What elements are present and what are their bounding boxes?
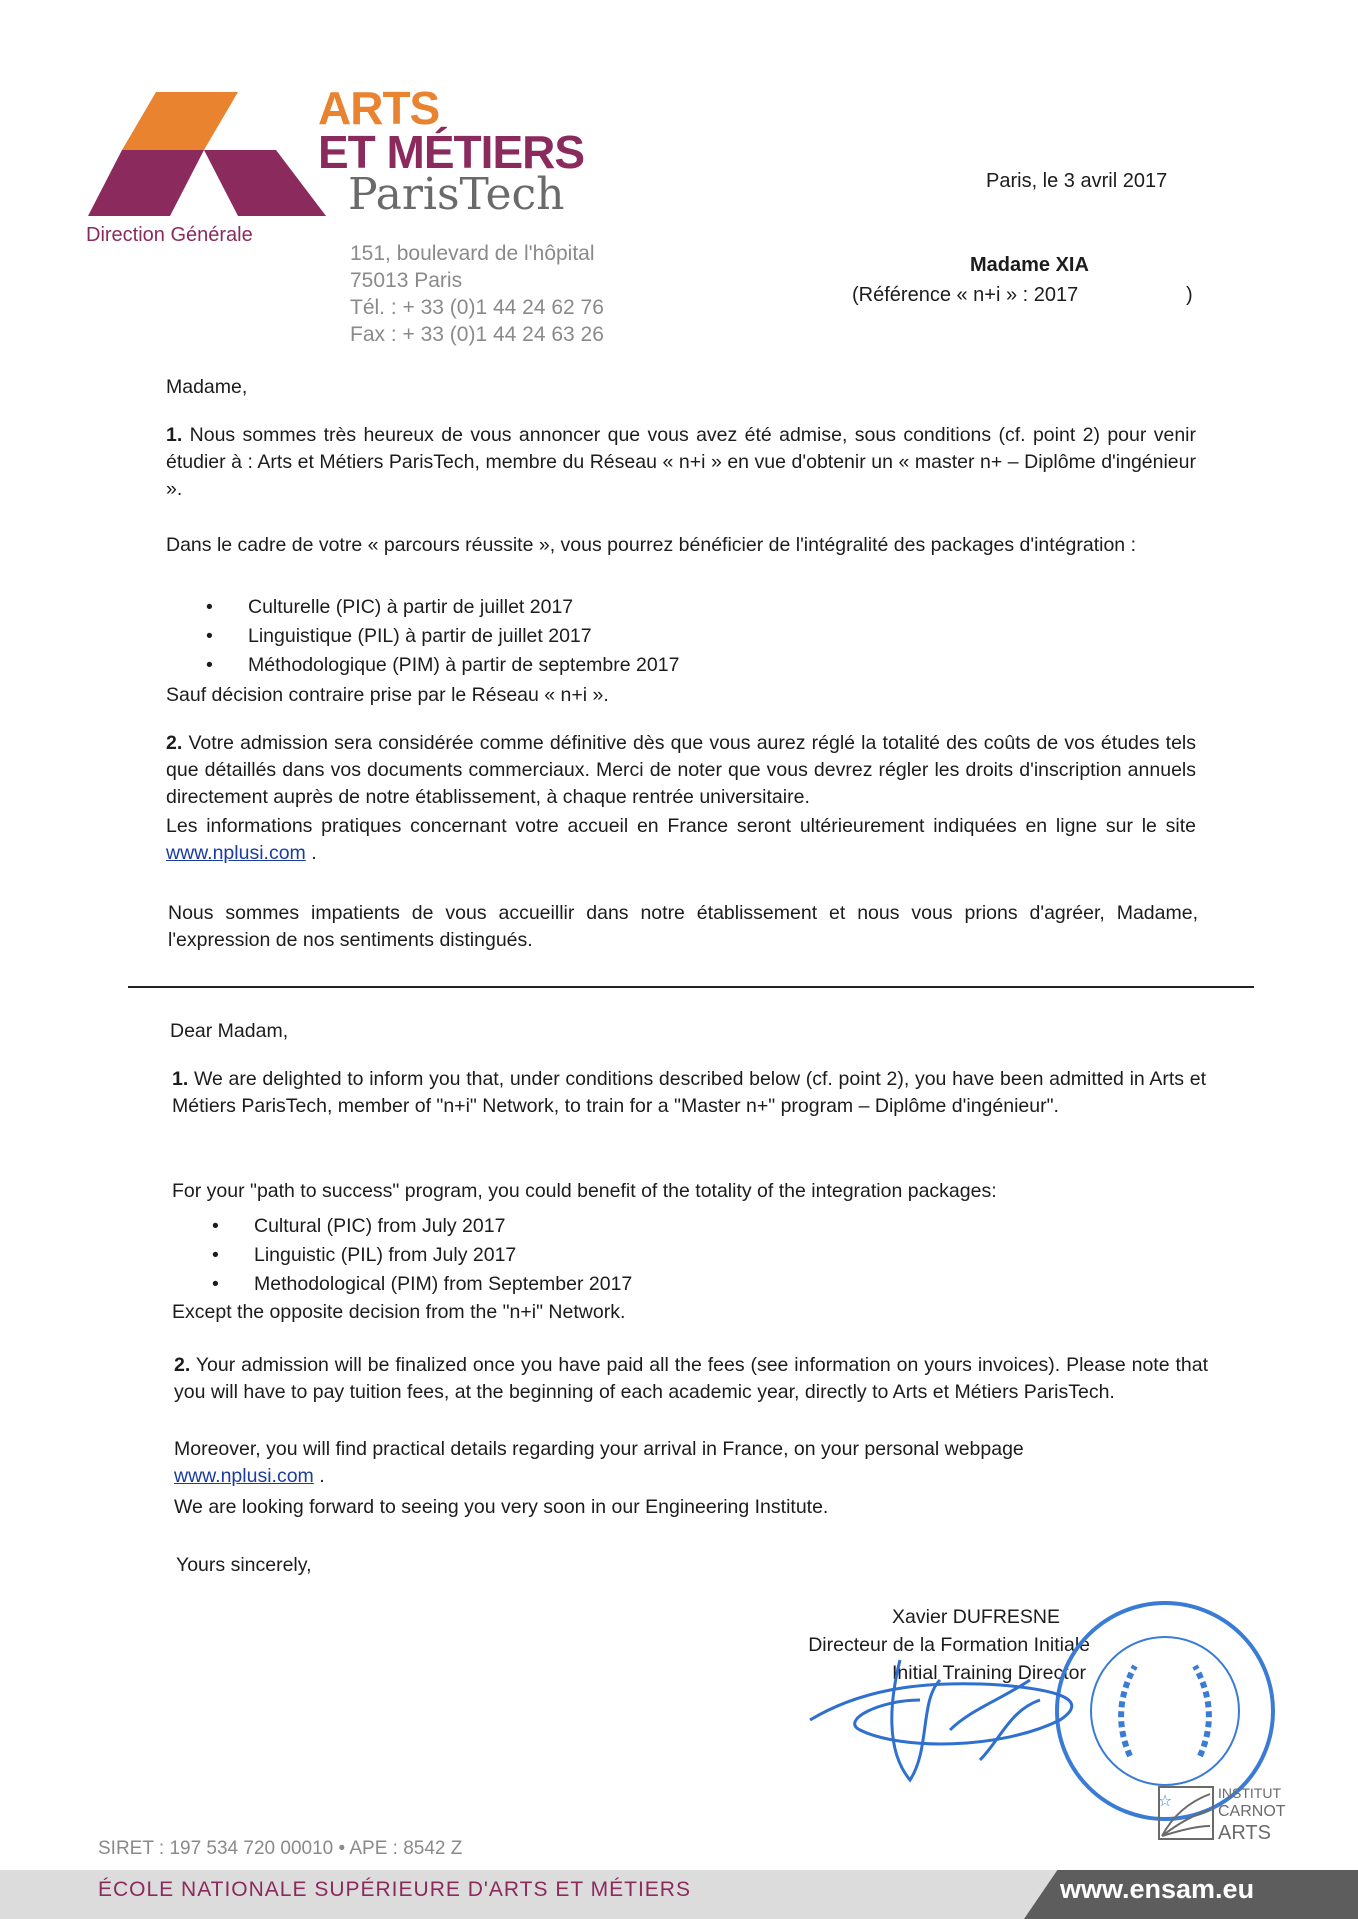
point-number: 1.: [166, 424, 183, 446]
point-number: 2.: [174, 1354, 191, 1376]
french-paragraph-2: Dans le cadre de votre « parcours réussite », vous pourrez bénéficier de l'intégralité des packages d'intégration :: [166, 534, 1136, 556]
siret-number: SIRET : 197 534 720 00010 • APE : 8542 Z: [98, 1838, 463, 1859]
english-paragraph-1: [172, 1066, 1206, 1120]
carnot-line-1: INSTITUT: [1218, 1785, 1281, 1801]
french-paragraph-3: [166, 730, 1196, 811]
reference-close: ): [1186, 284, 1193, 306]
paragraph-end: .: [305, 842, 317, 864]
address-fax: Fax : + 33 (0)1 44 24 63 26: [350, 323, 604, 346]
english-paragraph-4: [174, 1436, 1208, 1490]
list-item: • Cultural (PIC) from July 2017: [212, 1212, 1112, 1241]
carnot-line-2: CARNOT: [1218, 1803, 1286, 1820]
english-salutation: Dear Madam,: [170, 1020, 289, 1042]
nplusi-link[interactable]: www.nplusi.com: [166, 842, 306, 864]
english-closing: Yours sincerely,: [176, 1554, 312, 1576]
signatory-name: Xavier DUFRESNE: [892, 1606, 1060, 1628]
nplusi-link[interactable]: www.nplusi.com: [174, 1465, 314, 1487]
institut-carnot-logo-icon: [1158, 1786, 1214, 1840]
french-paragraph-1: [166, 422, 1196, 503]
english-paragraph-5: We are looking forward to seeing you very soon in our Engineering Institute.: [174, 1496, 829, 1518]
section-divider: [128, 986, 1254, 988]
english-paragraph-3: [174, 1352, 1208, 1406]
list-item: • Methodological (PIM) from September 2017: [212, 1270, 1112, 1299]
english-after-list: Except the opposite decision from the "n+i" Network.: [172, 1301, 626, 1323]
paragraph-text: Nous sommes très heureux de vous annoncer que vous avez été admise, sous conditions (cf. point 2) pour venir étudier à : Arts et Métiers ParisTech, membre du Réseau « n+i » en vue d'obtenir un « master n+ – Diplôme d'ingénieur ».: [166, 424, 1196, 500]
address-street: 151, boulevard de l'hôpital: [350, 242, 595, 265]
paragraph-text: Votre admission sera considérée comme définitive dès que vous aurez réglé la totalité des coûts de vos études tels que détaillés dans vos documents commerciaux. Merci de noter que vous devrez régler les droits d'inscription annuels directement auprès de notre établissement, à chaque rentrée universitaire.: [166, 732, 1196, 808]
address-city: 75013 Paris: [350, 269, 463, 292]
french-paragraph-4: [166, 813, 1196, 867]
svg-text:☆: ☆: [1157, 1793, 1173, 1810]
direction-generale: Direction Générale: [86, 224, 253, 246]
footer-url[interactable]: www.ensam.eu: [1060, 1874, 1255, 1904]
list-item: • Culturelle (PIC) à partir de juillet 2017: [206, 593, 1106, 622]
arts-metiers-logo-icon: [86, 92, 326, 222]
carnot-line-3: ARTS: [1218, 1822, 1271, 1844]
address-phone: Tél. : + 33 (0)1 44 24 62 76: [350, 296, 604, 319]
paragraph-text: We are delighted to inform you that, under conditions described below (cf. point 2), you have been admitted in Arts et Métiers ParisTech, member of "n+i" Network, to train for a "Master n+" program – Diplôme d'ingénieur".: [172, 1068, 1206, 1117]
logo-paristech: ParisTech: [348, 169, 565, 220]
reference: (Référence « n+i » : 2017: [852, 284, 1079, 306]
footer-school-name: ÉCOLE NATIONALE SUPÉRIEURE D'ARTS ET MÉTIERS: [98, 1878, 691, 1901]
english-paragraph-2: For your "path to success" program, you could benefit of the totality of the integration packages:: [172, 1180, 997, 1202]
signatory-title-fr: Directeur de la Formation Initiale: [808, 1634, 1090, 1656]
list-item: • Méthodologique (PIM) à partir de septembre 2017: [206, 651, 1106, 680]
french-after-list: Sauf décision contraire prise par le Réseau « n+i ».: [166, 684, 609, 706]
letter-date: Paris, le 3 avril 2017: [986, 170, 1168, 192]
paragraph-end: .: [313, 1465, 325, 1487]
recipient-name: Madame XIA: [970, 254, 1089, 276]
point-number: 2.: [166, 732, 183, 754]
point-number: 1.: [172, 1068, 189, 1090]
paragraph-text: Les informations pratiques concernant votre accueil en France seront ultérieurement indiquées en ligne sur le site: [166, 815, 1196, 837]
logo-et-metiers: ET MÉTIERS: [318, 126, 585, 178]
logo-arts: ARTS: [318, 82, 440, 134]
paragraph-text: Moreover, you will find practical details regarding your arrival in France, on your personal webpage: [174, 1438, 1024, 1460]
list-item: • Linguistique (PIL) à partir de juillet 2017: [206, 622, 1106, 651]
french-salutation: Madame,: [166, 376, 248, 398]
french-closing: Nous sommes impatients de vous accueillir dans notre établissement et nous vous prions d'agréer, Madame, l'expression de nos sentiments distingués.: [168, 902, 1198, 951]
signatory-title-en: Initial Training Director: [892, 1662, 1086, 1684]
french-package-list: [206, 593, 1106, 680]
handwritten-signature-icon: [800, 1640, 1090, 1790]
list-item: • Linguistic (PIL) from July 2017: [212, 1241, 1112, 1270]
english-package-list: [212, 1212, 1112, 1299]
paragraph-text: Your admission will be finalized once you have paid all the fees (see information on yours invoices). Please note that you will have to pay tuition fees, at the beginning of each academic year, directly to Arts et Métiers ParisTech.: [174, 1354, 1208, 1403]
